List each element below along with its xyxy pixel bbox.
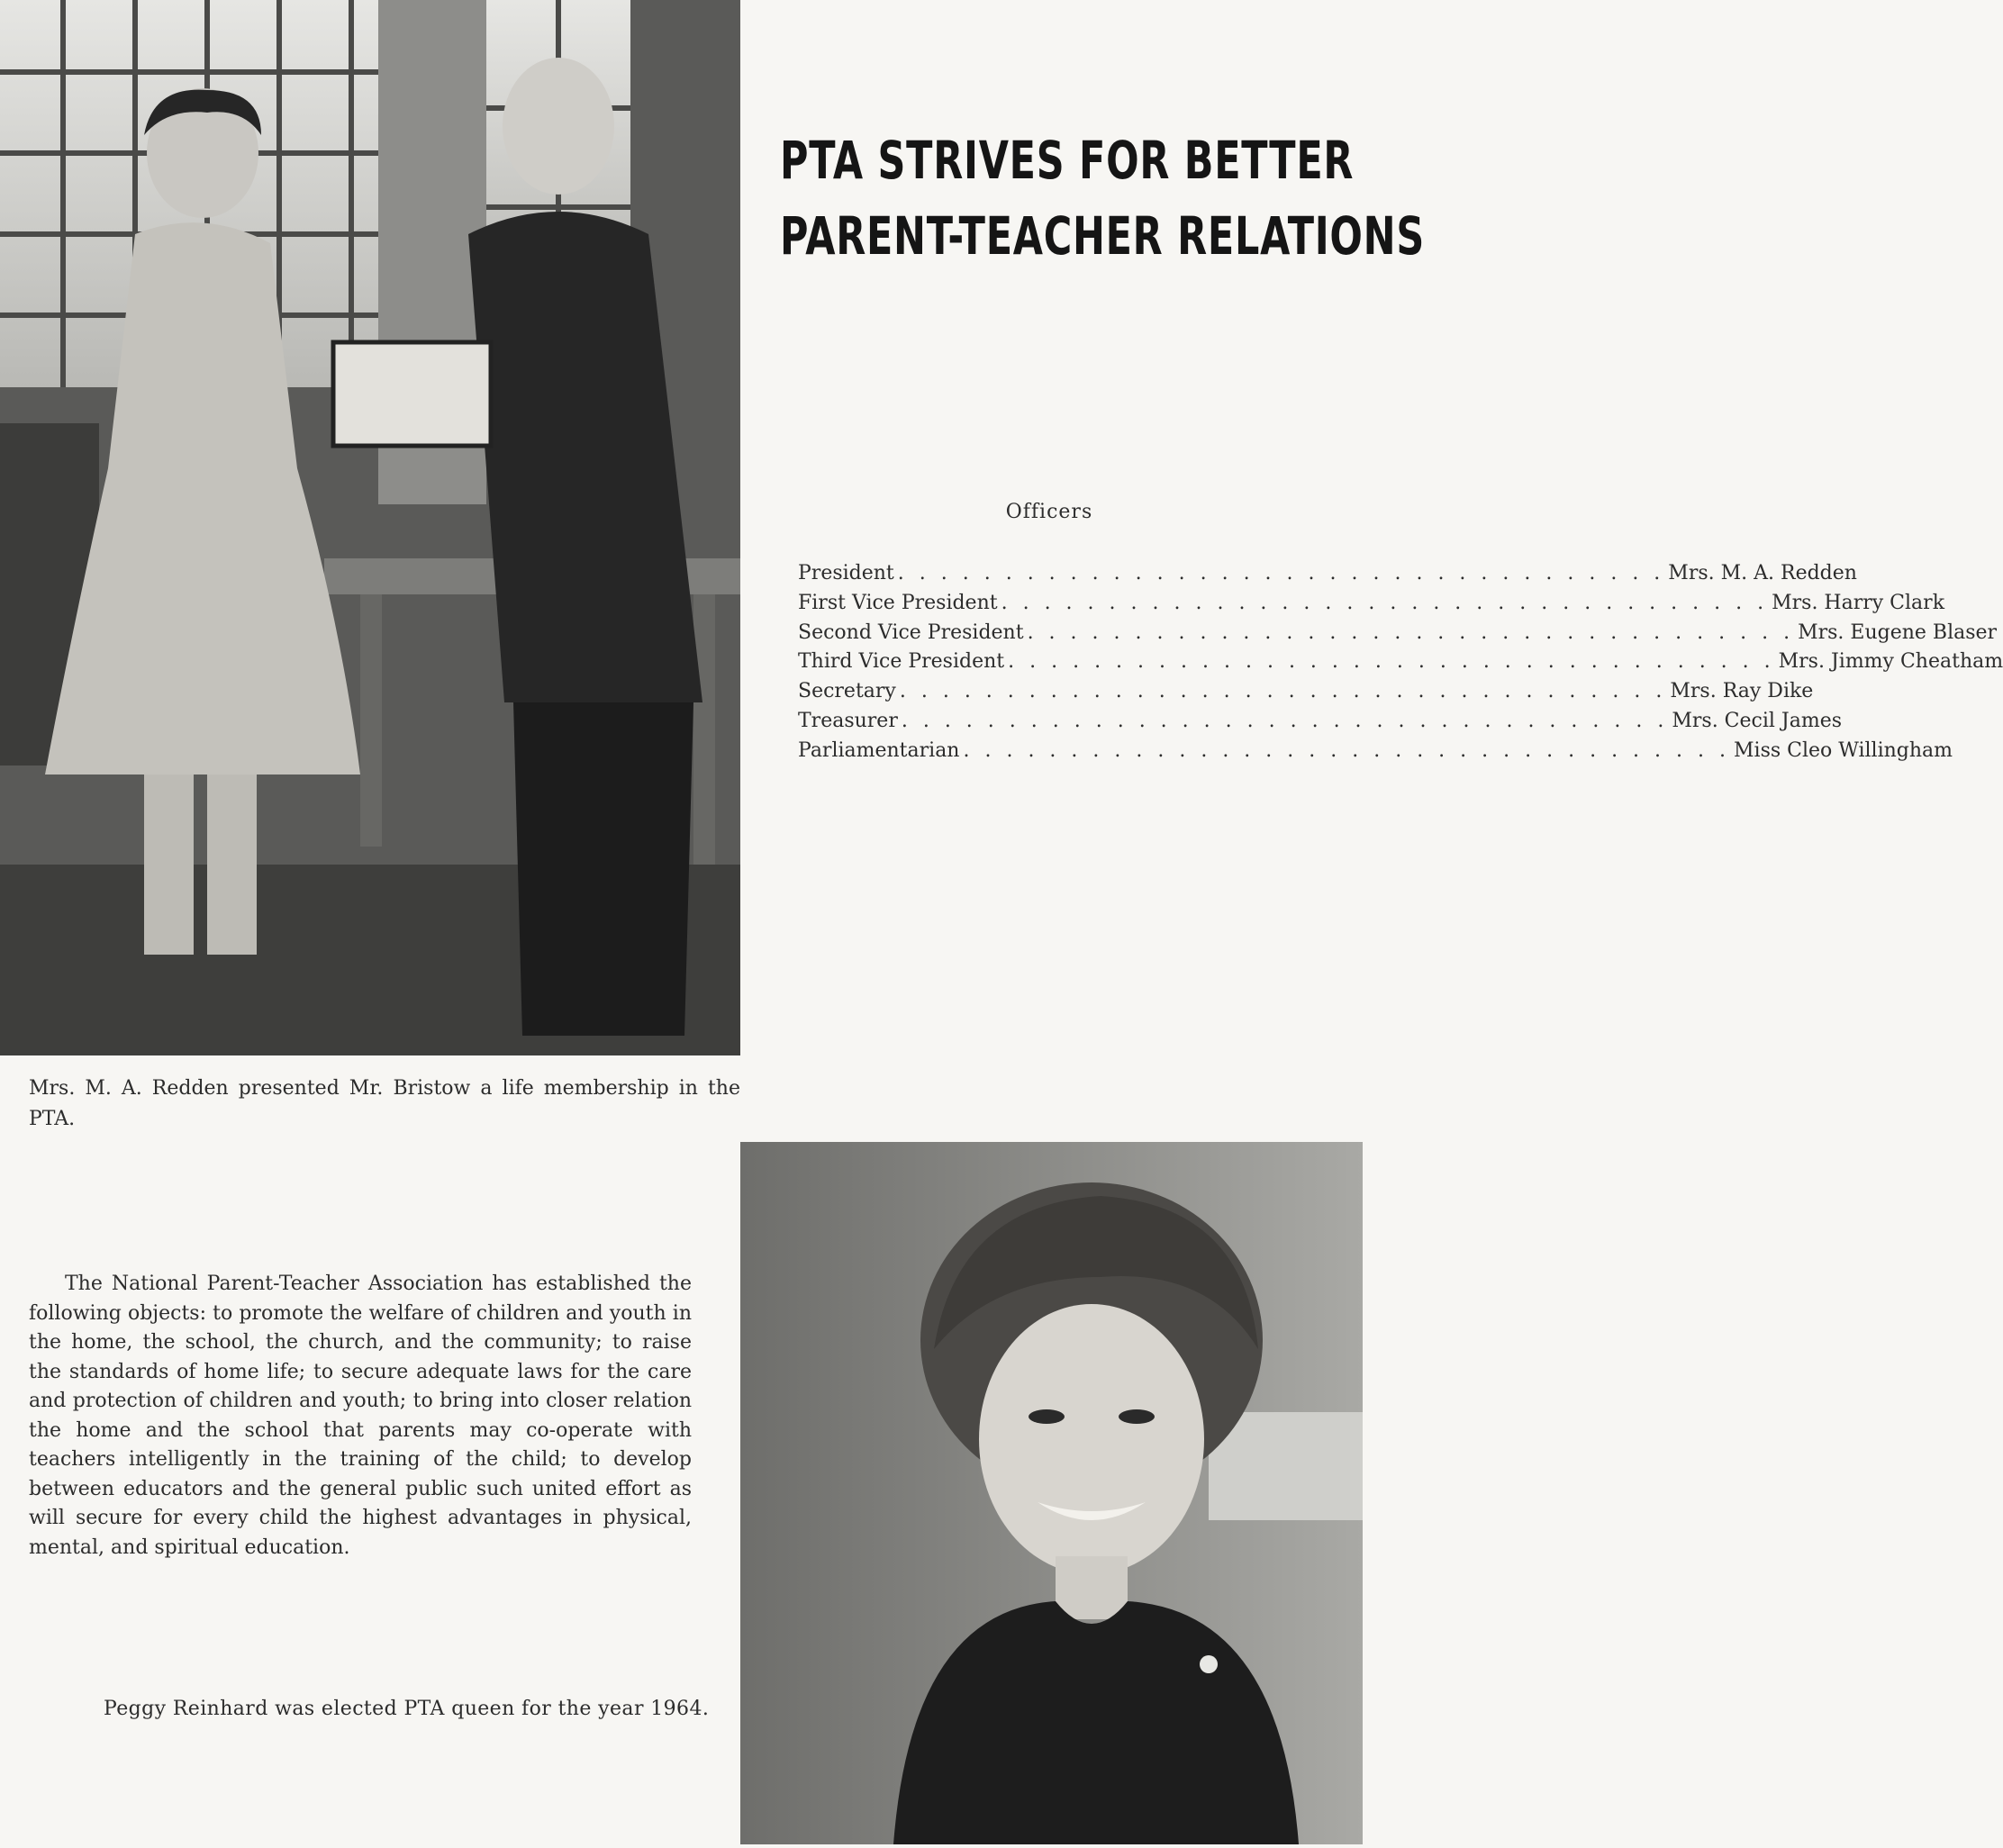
officer-name: Mrs. Eugene Blaser [1798, 621, 1998, 644]
queen-portrait-photo [740, 1142, 1363, 1844]
officer-role: Parliamentarian [798, 738, 960, 762]
officer-role: Secretary [798, 680, 896, 703]
page-title [780, 122, 1425, 274]
presentation-photo-drawing [0, 0, 740, 1055]
officer-row [798, 562, 1857, 592]
officer-role: Second Vice President [798, 621, 1024, 644]
officer-name: Mrs. Jimmy Cheatham [1778, 650, 2003, 674]
title-line-1: PTA STRIVES FOR BETTER [780, 130, 1355, 191]
officer-role: Third Vice President [798, 650, 1005, 674]
officer-role: President [798, 562, 894, 584]
officer-role: First Vice President [798, 591, 998, 614]
officer-name: Mrs. Cecil James [1672, 709, 1843, 732]
officer-row [798, 680, 1814, 710]
leader-dots: . . . . . . . . . . . . . . . . . . . . . . . . . . . . . . . . . . . . [901, 709, 1669, 732]
officer-name: Mrs. M. A. Redden [1668, 562, 1857, 584]
officer-row [798, 709, 1843, 739]
queen-portrait-drawing [740, 1142, 1363, 1844]
leader-dots: . . . . . . . . . . . . . . . . . . . . . . . . . . . . . . . . . . . . [899, 680, 1667, 703]
leader-dots: . . . . . . . . . . . . . . . . . . . . . . . . . . . . . . . . . . . . [963, 738, 1730, 762]
leader-dots: . . . . . . . . . . . . . . . . . . . . . . . . . . . . . . . . . . . . [1008, 650, 1775, 674]
leader-dots: . . . . . . . . . . . . . . . . . . . . . . . . . . . . . . . . . . . . [1027, 621, 1795, 644]
officers-list [798, 562, 2003, 769]
title-line-2: PARENT-TEACHER RELATIONS [780, 205, 1425, 267]
leader-dots: . . . . . . . . . . . . . . . . . . . . . . . . . . . . . . . . . . . . [1001, 591, 1769, 614]
queen-caption: Peggy Reinhard was elected PTA queen for the year 1964. [104, 1698, 710, 1720]
leader-dots: . . . . . . . . . . . . . . . . . . . . . . . . . . . . . . . . . . . . [897, 562, 1665, 584]
officer-row [798, 591, 1945, 621]
presentation-photo [0, 0, 740, 1055]
officer-row [798, 738, 1953, 769]
officer-name: Mrs. Ray Dike [1670, 680, 1814, 703]
pta-objects-paragraph: The National Parent-Teacher Association has established the following objects: to promote the welfare of children and youth in the home, the school, the church, and the community; to raise the standards of home life; to secure adequate laws for the care and protection of children and youth; to bring into closer relation the home and the school that parents may co-operate with teachers intelligently in the training of the child; to develop between educators and the general public such united effort as will secure for every child the highest advantages in physical, mental, and spiritual education. [29, 1273, 692, 1559]
officer-row [798, 650, 2003, 680]
officer-row [798, 621, 1998, 651]
officer-name: Miss Cleo Willingham [1734, 738, 1953, 762]
presentation-caption: Mrs. M. A. Redden presented Mr. Bristow a life membership in the PTA. [29, 1077, 740, 1130]
officers-heading: Officers [1005, 501, 1093, 523]
officer-name: Mrs. Harry Clark [1772, 591, 1945, 614]
officer-role: Treasurer [798, 709, 898, 732]
